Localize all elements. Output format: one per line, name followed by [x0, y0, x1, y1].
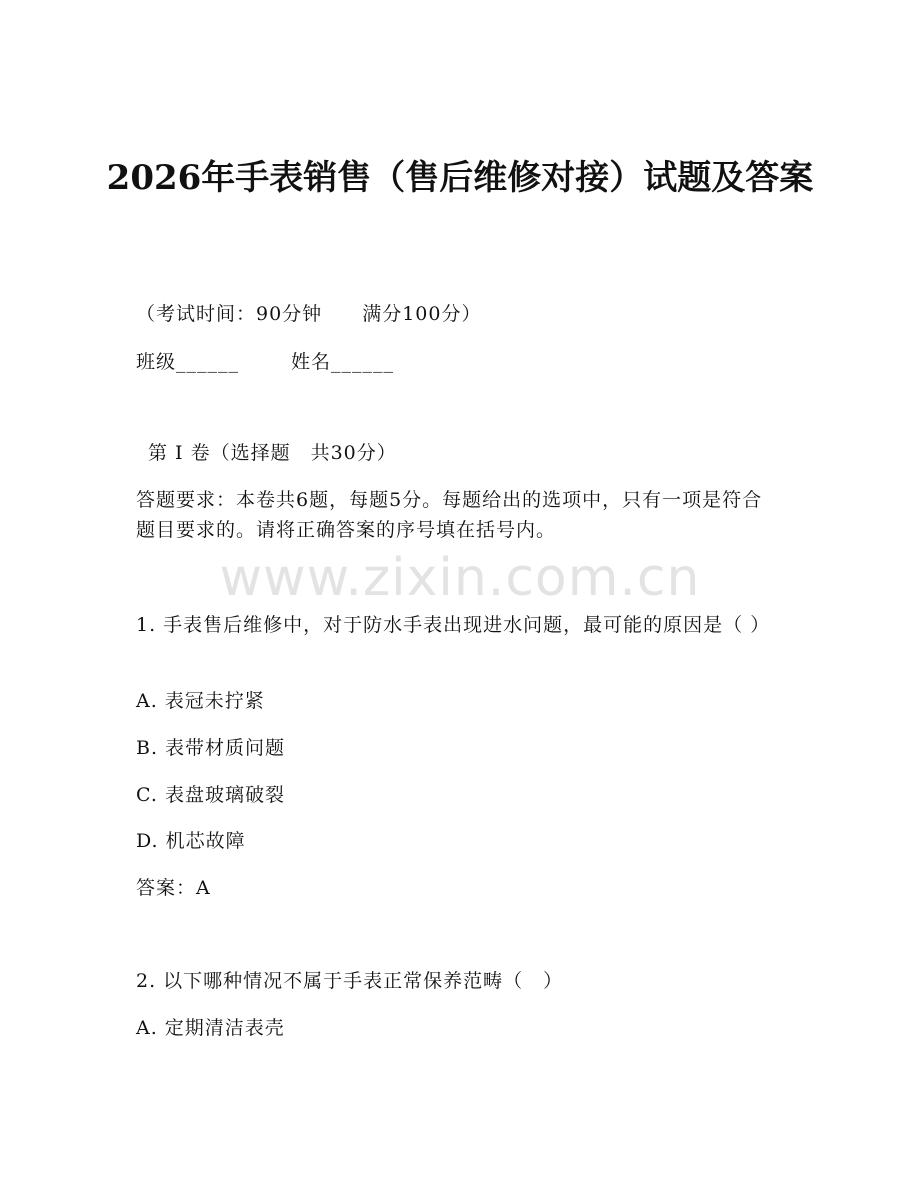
section-title: 第 I 卷（选择题 共30分）: [148, 442, 397, 464]
question-1-option-a: A. 表冠未拧紧: [136, 690, 265, 712]
question-1-option-d: D. 机芯故障: [136, 830, 246, 852]
exam-info: [136, 302, 481, 326]
question-2-stem: 2. 以下哪种情况不属于手表正常保养范畴（ ）: [136, 970, 564, 992]
class-field: 班级______: [136, 351, 240, 373]
watermark: www.zixin.com.cn: [219, 548, 701, 608]
question-1-option-c: C. 表盘玻璃破裂: [136, 784, 285, 806]
exam-score: 满分100分）: [362, 303, 482, 325]
question-1-stem: 1. 手表售后维修中，对于防水手表出现进水问题，最可能的原因是（ ）: [136, 614, 771, 636]
document-title: 2026年手表销售（售后维修对接）试题及答案: [106, 158, 814, 198]
question-1-option-b: B. 表带材质问题: [136, 737, 286, 759]
student-info: [136, 350, 394, 374]
question-1-answer: 答案：A: [136, 877, 211, 899]
exam-time: （考试时间：90分钟: [136, 303, 323, 325]
question-2-option-a: A. 定期清洁表壳: [136, 1017, 285, 1039]
instructions: 答题要求：本卷共6题，每题5分。每题给出的选项中，只有一项是符合题目要求的。请将正确答案的序号填在括号内。: [136, 489, 763, 541]
name-field: 姓名______: [291, 351, 395, 373]
